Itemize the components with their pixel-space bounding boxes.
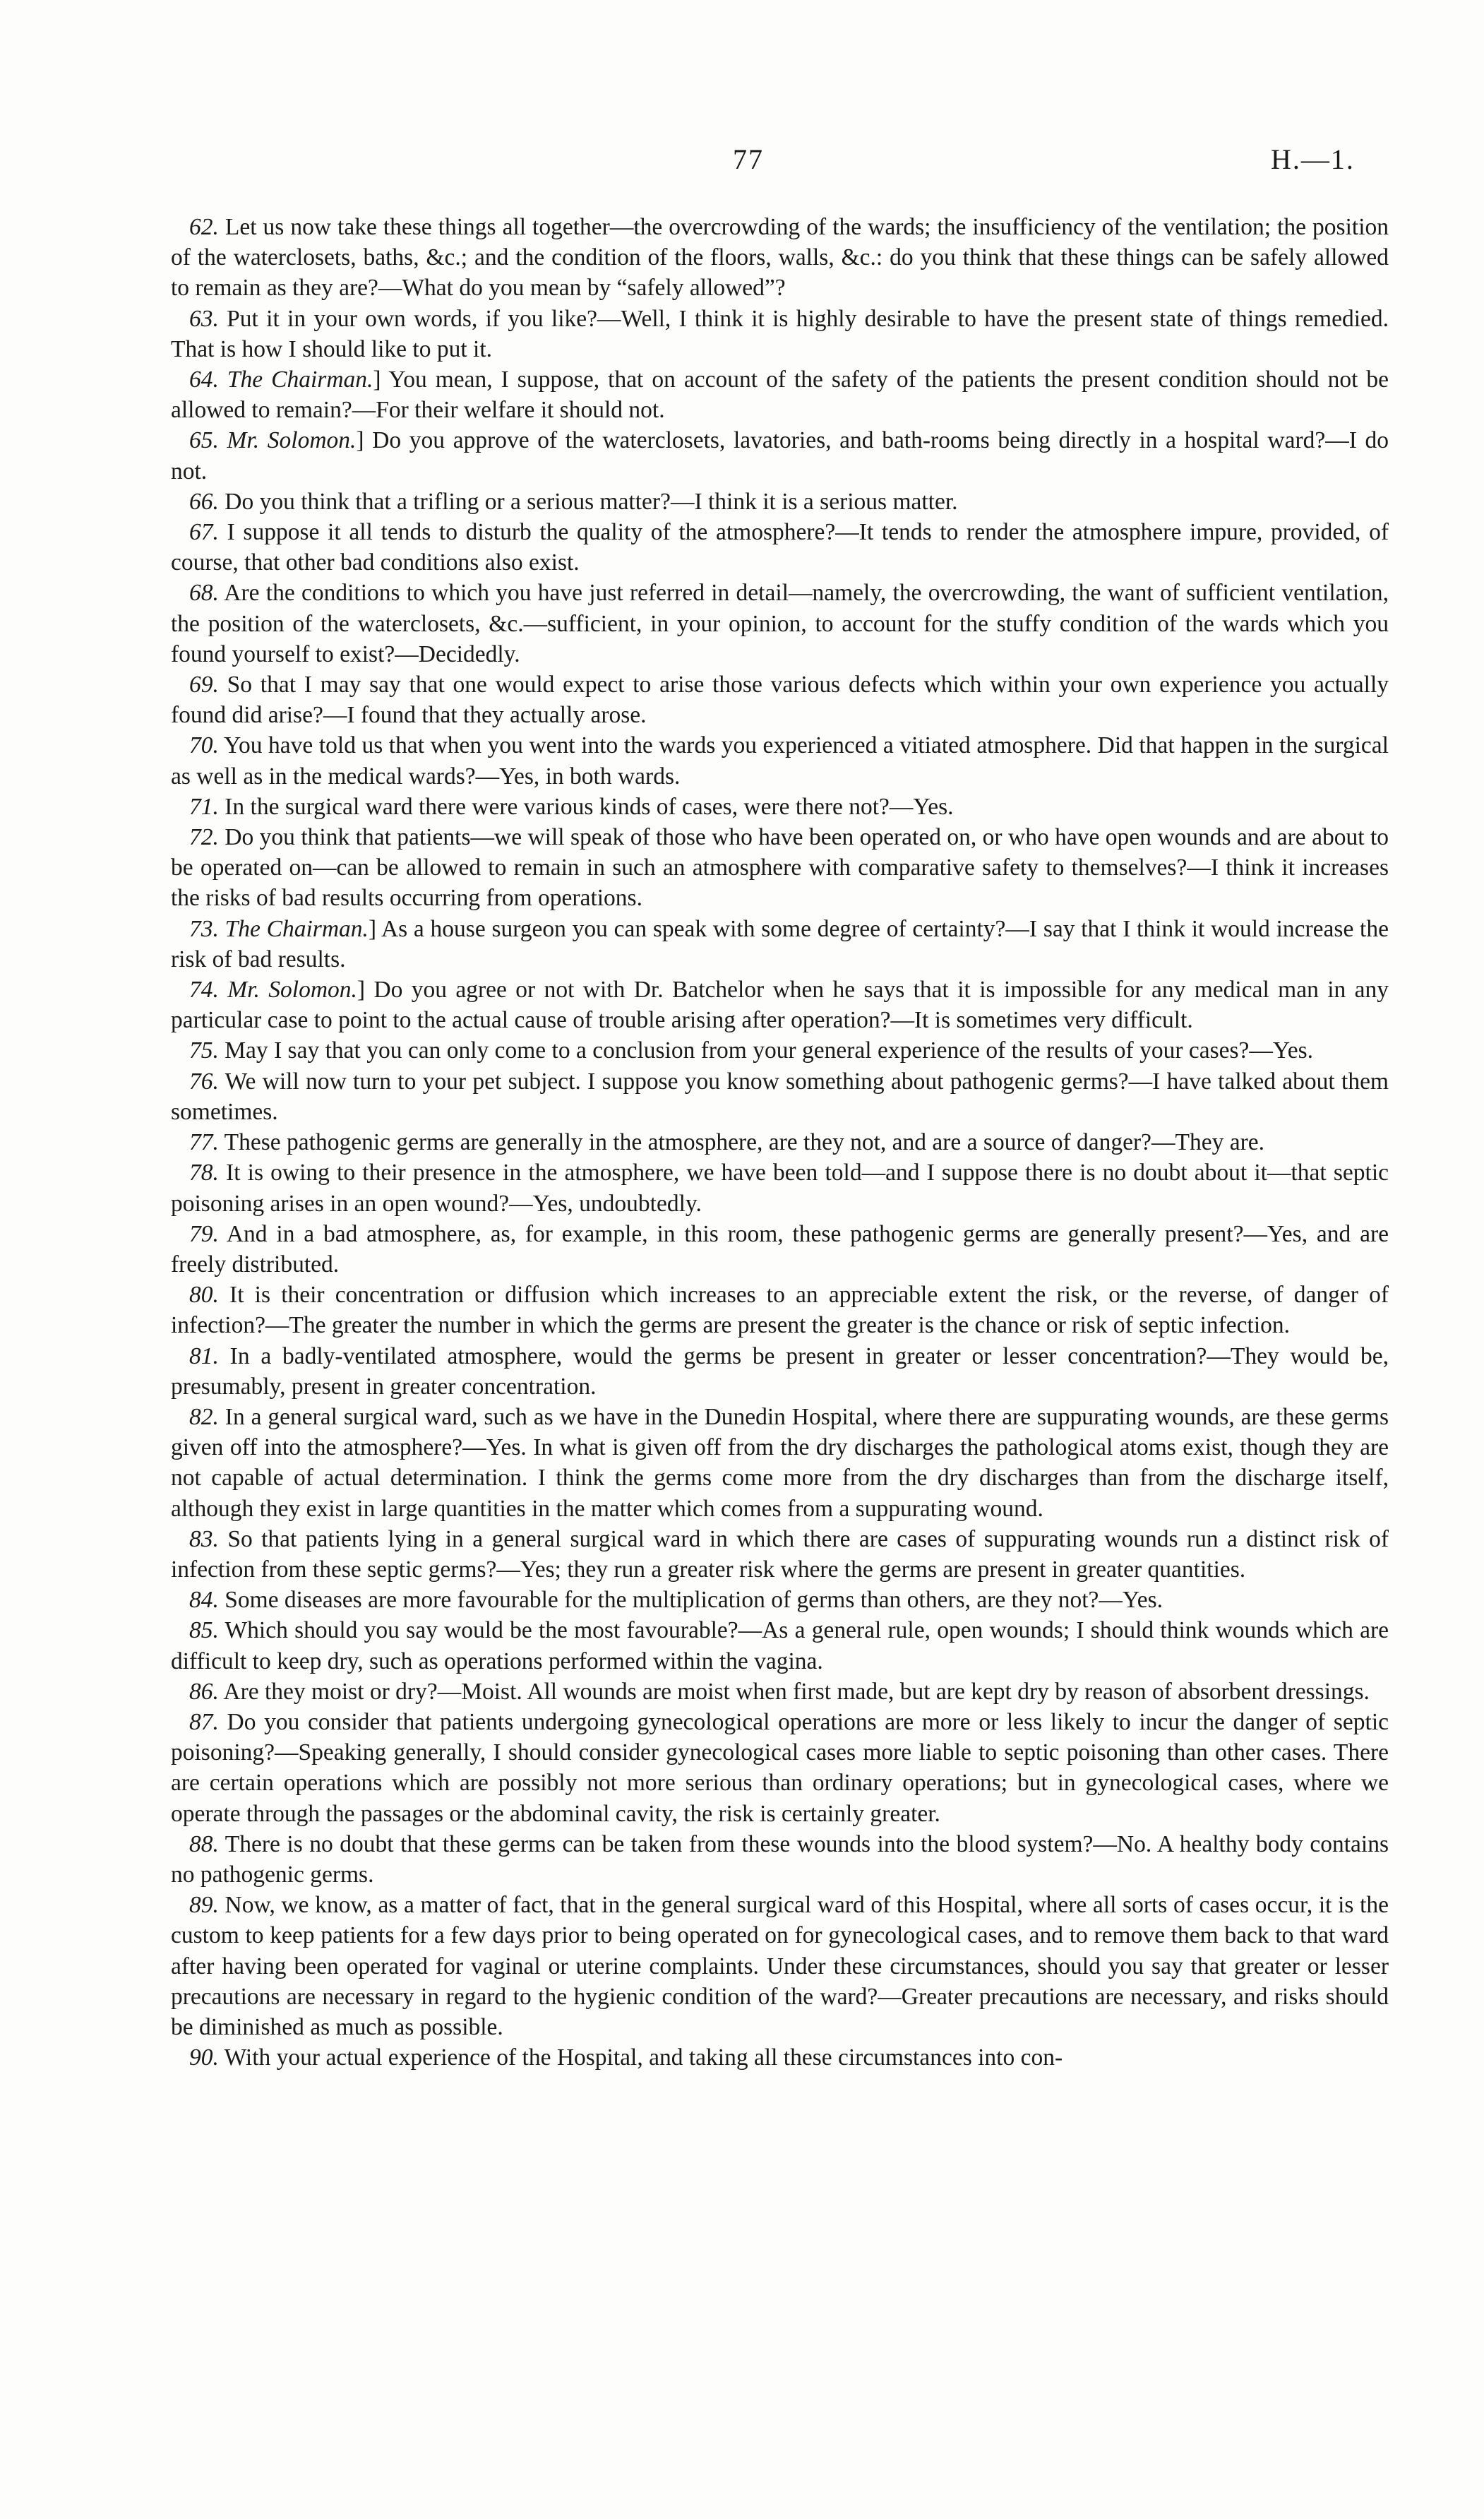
question-number: 62. <box>189 214 219 240</box>
testimony-paragraph <box>171 487 1389 517</box>
testimony-paragraph <box>171 1127 1389 1157</box>
testimony-paragraph <box>171 730 1389 791</box>
speaker-name: Mr. Solomon. <box>227 977 357 1004</box>
paragraph-text: So that I may say that one would expect to arise those various defects which within your own experience you actually found did arise?—I found that they actually arose. <box>171 672 1389 729</box>
paragraph-text: There is no doubt that these germs can be taken from these wounds into the blood system?—No. A healthy body contains no pathogenic germs. <box>171 1830 1389 1888</box>
paragraph-text: So that patients lying in a general surgical ward in which there are cases of suppurating wounds run a distinct risk of infection from these septic germs?—Yes; they run a greater risk where the germs are present in greater quantities. <box>171 1525 1389 1583</box>
paragraph-text: As a house surgeon you can speak with some degree of certainty?—I say that I think it would increase the risk of bad results. <box>171 915 1389 972</box>
paragraph-text: Do you agree or not with Dr. Batchelor when he says that it is impossible for any medical man in any particular case to point to the actual cause of trouble arising after operation?—It is sometimes very difficult. <box>171 977 1389 1034</box>
paragraph-text: In the surgical ward there were various kinds of cases, were there not?—Yes. <box>225 793 954 820</box>
paragraph-text: In a general surgical ward, such as we have in the Dunedin Hospital, where there are suppurating wounds, are these germs given off into the atmosphere?—Yes. In what is given off from the dry discharges the pathological atoms exist, though they are not capable of actual determination. I think the germs come more from the dry discharges than from the discharge itself, although they exist in large quantities in the matter which comes from a suppurating wound. <box>171 1403 1389 1522</box>
question-number: 77. <box>189 1129 219 1156</box>
question-number: 80. <box>189 1282 219 1309</box>
testimony-paragraph <box>171 1341 1389 1402</box>
question-number: 79. <box>189 1220 219 1247</box>
testimony-paragraph <box>171 822 1389 914</box>
question-number: 72. <box>189 824 219 851</box>
question-number: 64. <box>189 367 219 393</box>
question-number: 71. <box>189 793 219 820</box>
question-number: 81. <box>189 1342 219 1369</box>
testimony-paragraph <box>171 1585 1389 1615</box>
testimony-paragraph <box>171 578 1389 669</box>
question-number: 86. <box>189 1678 219 1705</box>
page-number: 77 <box>733 143 764 175</box>
paragraph-text: Which should you say would be the most favourable?—As a general rule, open wounds; I should think wounds which are difficult to keep dry, such as operations performed within the vagina. <box>171 1617 1389 1674</box>
testimony-paragraph <box>171 1829 1389 1890</box>
paragraph-text: Do you think that patients—we will speak of those who have been operated on, or who have open wounds and are about to be operated on—can be allowed to remain in such an atmosphere with comparative safety to themselves?—I think it increases the risks of bad results occurring from operations. <box>171 824 1389 912</box>
question-number: 69. <box>189 672 219 698</box>
paragraph-text: Put it in your own words, if you like?—Well, I think it is highly desirable to have the present state of things remedied. That is how I should like to put it. <box>171 305 1389 362</box>
testimony-paragraph <box>171 914 1389 975</box>
paragraph-text: It is their concentration or diffusion which increases to an appreciable extent the risk, or the reverse, of danger of infection?—The greater the number in which the germs are present the greater is the chance or risk of septic infection. <box>171 1282 1389 1339</box>
testimony-paragraph <box>171 1280 1389 1340</box>
question-number: 70. <box>189 732 219 759</box>
testimony-paragraph <box>171 2042 1389 2073</box>
question-number: 88. <box>189 1830 219 1857</box>
testimony-paragraph <box>171 1615 1389 1676</box>
question-number: 63. <box>189 305 219 332</box>
testimony-paragraph <box>171 1677 1389 1707</box>
paragraph-text: May I say that you can only come to a conclusion from your general experience of the results of your cases?—Yes. <box>225 1037 1314 1064</box>
paragraph-text: And in a bad atmosphere, as, for example, in this room, these pathogenic germs are generally present?—Yes, and are freely distributed. <box>171 1220 1389 1278</box>
question-number: 90. <box>189 2044 219 2071</box>
testimony-paragraph <box>171 975 1389 1035</box>
speaker-name: Mr. Solomon. <box>227 427 357 454</box>
testimony-paragraph <box>171 1066 1389 1127</box>
paragraph-text: Are the conditions to which you have just referred in detail—namely, the overcrowding, the want of sufficient ventilation, the position of the waterclosets, &c.—sufficient, in your opinion, to account for the stuffy condition of the wards which you found yourself to exist?—Decidedly. <box>171 580 1389 667</box>
paragraph-text: Some diseases are more favourable for the multiplication of germs than others, are they not?—Yes. <box>225 1587 1163 1614</box>
speaker-bracket: ] <box>356 427 364 454</box>
paragraph-text: These pathogenic germs are generally in the atmosphere, are they not, and are a source of danger?—They are. <box>224 1129 1264 1156</box>
paragraph-text: We will now turn to your pet subject. I suppose you know something about pathogenic germs?—I have talked about them sometimes. <box>171 1068 1389 1125</box>
testimony-paragraph <box>171 792 1389 822</box>
paragraph-text: I suppose it all tends to disturb the quality of the atmosphere?—It tends to render the atmosphere impure, provided, of course, that other bad conditions also exist. <box>171 519 1389 576</box>
document-reference: H.—1. <box>1271 143 1355 175</box>
testimony-paragraph <box>171 517 1389 578</box>
testimony-paragraph <box>171 1890 1389 2042</box>
testimony-paragraph <box>171 1524 1389 1585</box>
speaker-bracket: ] <box>373 367 381 393</box>
question-number: 67. <box>189 519 219 546</box>
testimony-paragraph <box>171 669 1389 730</box>
paragraph-text: Do you approve of the waterclosets, lavatories, and bath-rooms being directly in a hospital ward?—I do not. <box>171 427 1389 484</box>
paragraph-text: With your actual experience of the Hospital, and taking all these circumstances into con- <box>224 2044 1063 2071</box>
question-number: 78. <box>189 1160 219 1186</box>
question-number: 66. <box>189 488 219 515</box>
speaker-name: The Chairman. <box>225 915 369 942</box>
question-number: 83. <box>189 1525 219 1552</box>
testimony-paragraph <box>171 1157 1389 1218</box>
question-number: 76. <box>189 1068 219 1095</box>
question-number: 84. <box>189 1587 219 1614</box>
testimony-paragraph <box>171 304 1389 364</box>
speaker-bracket: ] <box>368 915 377 942</box>
paragraph-text: You have told us that when you went into the wards you experienced a vitiated atmosphere. Did that happen in the surgical as well as in the medical wards?—Yes, in both wards. <box>171 732 1389 790</box>
question-number: 68. <box>189 580 219 607</box>
testimony-paragraph <box>171 1707 1389 1829</box>
paragraph-text: It is owing to their presence in the atmosphere, we have been told—and I suppose there is no doubt about it—that septic poisoning arises in an open wound?—Yes, undoubtedly. <box>171 1160 1389 1217</box>
paragraph-text: Are they moist or dry?—Moist. All wounds are moist when first made, but are kept dry by reason of absorbent dressings. <box>223 1678 1370 1705</box>
testimony-text <box>171 212 1389 2073</box>
speaker-name: The Chairman. <box>227 367 373 393</box>
testimony-paragraph <box>171 1219 1389 1280</box>
question-number: 65. <box>189 427 219 454</box>
question-number: 75. <box>189 1037 219 1064</box>
page-header <box>0 143 1484 185</box>
question-number: 73. <box>189 915 219 942</box>
paragraph-text: Do you consider that patients undergoing gynecological operations are more or less likely to incur the danger of septic poisoning?—Speaking generally, I should consider gynecological cases more liable to septic poisoning than other cases. There are certain operations which are possibly not more serious than ordinary operations; but in gynecological cases, where we operate through the passages or the abdominal cavity, the risk is certainly greater. <box>171 1708 1389 1827</box>
question-number: 85. <box>189 1617 219 1644</box>
testimony-paragraph <box>171 425 1389 486</box>
question-number: 74. <box>189 977 219 1004</box>
question-number: 82. <box>189 1403 219 1430</box>
testimony-paragraph <box>171 1035 1389 1066</box>
paragraph-text: Let us now take these things all together—the overcrowding of the wards; the insufficiency of the ventilation; the position of the waterclosets, baths, &c.; and the condition of the floors, walls, &c.: do you think that these things can be safely allowed to remain as they are?—What do you mean by “safely allowed”? <box>171 214 1389 302</box>
paragraph-text: Do you think that a trifling or a serious matter?—I think it is a serious matter. <box>225 488 958 515</box>
testimony-paragraph <box>171 364 1389 425</box>
question-number: 89. <box>189 1892 219 1919</box>
paragraph-text: Now, we know, as a matter of fact, that in the general surgical ward of this Hospital, where all sorts of cases occur, it is the custom to keep patients for a few days prior to being operated on for gynecological cases, and to remove them back to that ward after having been operated for vaginal or uterine complaints. Under these circumstances, should you say that greater or lesser precautions are necessary in regard to the hygienic condition of the ward?—Greater precautions are necessary, and risks should be diminished as much as possible. <box>171 1892 1389 2040</box>
paragraph-text: In a badly-ventilated atmosphere, would the germs be present in greater or lesser concentration?—They would be, presumably, present in greater concentration. <box>171 1342 1389 1400</box>
testimony-paragraph <box>171 212 1389 304</box>
speaker-bracket: ] <box>357 977 366 1004</box>
question-number: 87. <box>189 1708 219 1735</box>
paragraph-text: You mean, I suppose, that on account of the safety of the patients the present condition should not be allowed to remain?—For their welfare it should not. <box>171 367 1389 424</box>
testimony-paragraph <box>171 1402 1389 1524</box>
